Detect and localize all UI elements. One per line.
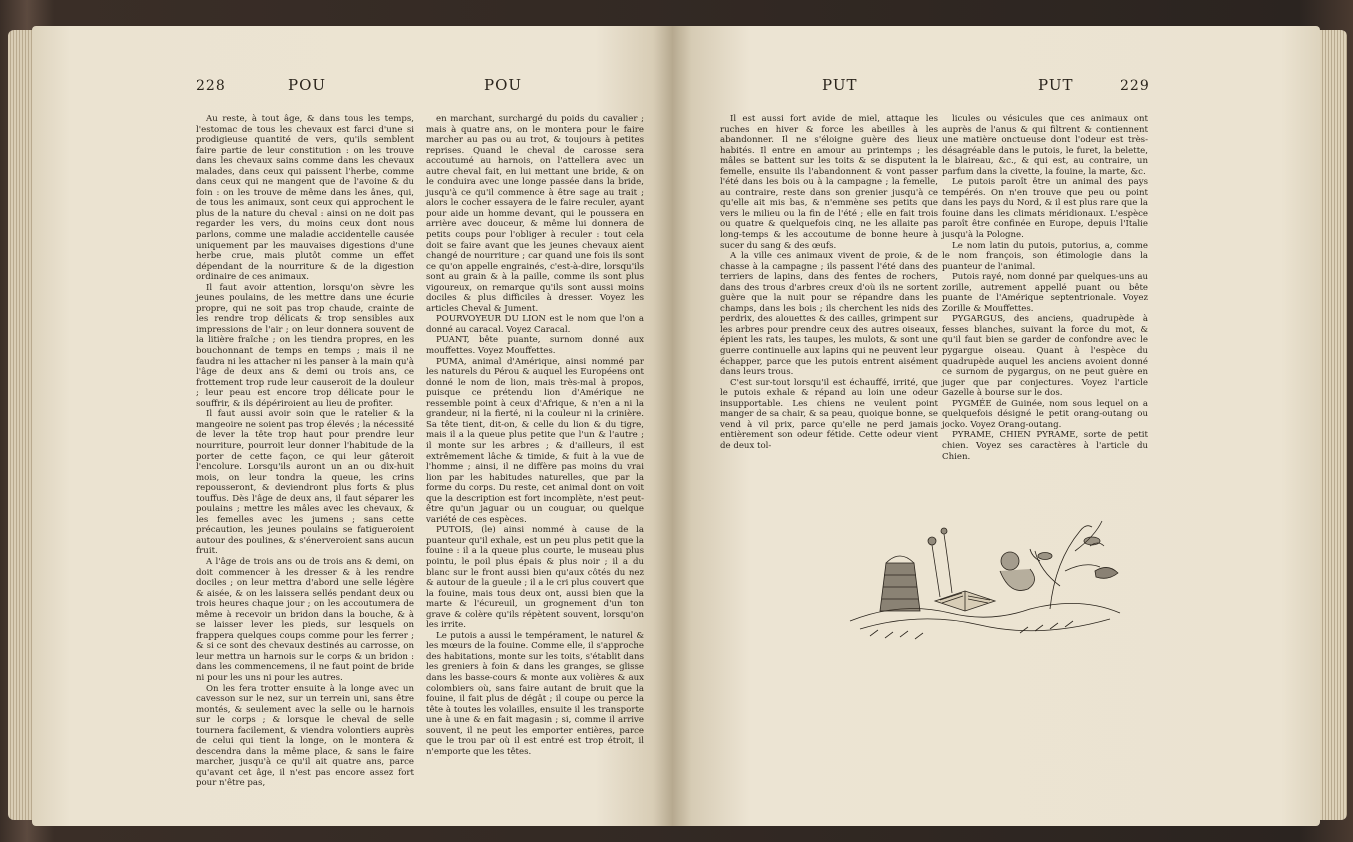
paragraph: A la ville ces animaux vivent de proie, & de chasse à la campagne ; ils passent l'été dans des terriers de lapins, dans des fentes de rochers, dans des trous d'arbres creux d'où ils ne sortent guère que la nuit pour se répandre dans les champs, dans les bois ; ils cherchent les nids des perdrix, des alouettes & des cailles, grimpent sur les arbres pour prendre ceux des autres oiseaux, épient les rats, les taupes, les mulots, & sont une guerre continuelle aux lapins qui ne peuvent leur échapper, parce que les putois entrent aisément dans leurs trous. [720, 251, 938, 378]
paragraph: licules ou vésicules que ces animaux ont auprès de l'anus & qui filtrent & contiennent une matière onctueuse dont l'odeur est très-désagréable dans le putois, le furet, la belette, le blaireau, &c., & qui est, au contraire, un parfum dans la civette, la fouine, la marte, &c. [942, 114, 1148, 177]
paragraph: PUANT, bête puante, surnom donné aux mouffettes. Voyez Mouffettes. [426, 335, 644, 357]
paragraph: Il est aussi fort avide de miel, attaque les ruches en hiver & force les abeilles à les abandonner. Il ne s'éloigne guère des lieux habités. Il entre en amour au printemps ; les mâles se battent sur les toits & se disputent la femelle, ensuite ils l'abandonnent & vont passer l'été dans les bois ou à la campagne ; la femelle, au contraire, reste dans son grenier jusqu'à ce qu'elle ait mis bas, & n'emmène ses petits que vers le milieu ou la fin de l'été ; elle en fait trois ou quatre & quelquefois cinq, ne les allaite pas long-temps & les accoutume de bonne heure à sucer du sang & des œufs. [720, 114, 938, 251]
paragraph: Il faut aussi avoir soin que le ratelier & la mangeoire ne soient pas trop élevés ; la nécessité de lever la tête trop haut pour prendre leur nourriture, pourroit leur donner l'habitude de la porter de cette façon, ce qui leur gâteroit l'encolure. Lorsqu'ils auront un an ou dix-huit mois, on leur tondra la queue, les crins repousseront, & deviendront plus forts & plus touffus. Dès l'âge de deux ans, il faut séparer les poulains ; mettre les mâles avec les chevaux, & les femelles avec les jumens ; sans cette précaution, les jeunes poulains se fatigueroient autour des poulines, & s'énerveroient sans aucun fruit. [196, 409, 414, 557]
text-column-right-1 [720, 114, 938, 452]
paragraph: PUMA, animal d'Amérique, ainsi nommé par les naturels du Pérou & auquel les Européens ont donné le nom de lion, mais très-mal à propos, puisque ce prétendu lion d'Amérique ne ressemble point à ceux d'Afrique, & n'en a ni la grandeur, ni la fierté, ni la couleur ni la crinière. Sa tête tient, dit-on, & celle du lion & du tigre, mais il a la queue plus petite que l'un & l'autre ; il monte sur les arbres ; & d'ailleurs, il est extrêmement lâche & timide, & fuit à la vue de l'homme ; ainsi, il ne diffère pas moins du vrai lion par les habitudes naturelles, que par la forme du corps. Du reste, cet animal dont on voit que la description est fort incomplète, n'est peut-être qu'un jaguar ou un couguar, ou quelque variété de ces espèces. [426, 356, 644, 525]
paragraph: POURVOYEUR DU LION est le nom que l'on a donné au caracal. Voyez Caracal. [426, 314, 644, 335]
text-column-left-1 [196, 114, 414, 789]
running-head: POU [288, 76, 327, 94]
paragraph: Il faut avoir attention, lorsqu'on sèvre les jeunes poulains, de les mettre dans une écurie propre, qui ne soit pas trop chaude, crainte de les rendre trop délicats & trop sensibles aux impressions de l'air ; on leur donnera souvent de la litière fraîche ; on les tiendra propres, en les bouchonnant de temps en temps ; mais il ne faudra ni les attacher ni les panser à la main qu'à l'âge de deux ans & demi ou trois ans, ce frottement trop rude leur causeroit de la douleur ; leur peau est encore trop délicate pour le souffrir, & ils dépériroient au lieu de profiter. [196, 282, 414, 409]
book-page-edges-left [8, 30, 34, 820]
running-head: POU [484, 76, 523, 94]
paragraph: Le nom latin du putois, putorius, a, comme le nom françois, son étimologie dans la puanteur de l'animal. [942, 240, 1148, 272]
paragraph: PYRAME, CHIEN PYRAME, sorte de petit chien. Voyez ses caractères à l'article du Chien. [942, 430, 1148, 462]
running-head: PUT [822, 76, 858, 94]
paragraph: PUTOIS, (le) ainsi nommé à cause de la puanteur qu'il exhale, est un peu plus petit que la fouine : il a la queue plus courte, le museau plus pointu, le poil plus épais & plus noir ; il a du blanc sur le front aussi bien qu'aux côtés du nez & autour de la gueule ; il a le cri plus couvert que la fouine, mais tous deux ont, aussi bien que la marte & l'écureuil, un grognement d'un ton grave & colère qu'ils répètent souvent, lorsqu'on les irrite. [426, 525, 644, 631]
paragraph: Putois rayé, nom donné par quelques-uns au zorille, autrement appellé puant ou bête puante de l'Amérique septentrionale. Voyez Zorille & Mouffettes. [942, 272, 1148, 314]
paragraph: PYGARGUS, des anciens, quadrupède à fesses blanches, suivant la force du mot, & qu'il faut bien se garder de confondre avec le pygargue oiseau. Quant à l'espèce du quadrupède auquel les anciens avoient donné ce surnom de pygargus, on ne peut guère en juger que par conjectures. Voyez l'article Gazelle à bourse sur le dos. [942, 314, 1148, 399]
paragraph: Le putois a aussi le tempérament, le naturel & les mœurs de la fouine. Comme elle, il s'approche des habitations, monte sur les toits, s'établit dans les greniers à foin & dans les granges, se glisse dans les basse-cours & monte aux volières & aux colombiers où, sans faire autant de bruit que la fouine, il fait plus de dégât ; il coupe ou perce la tête à toutes les volailles, ensuite il les transporte une à une & en fait magasin ; si, comme il arrive souvent, il ne peut les emporter entières, parce que le trou par où il est entré est trop étroit, il n'emporte que les têtes. [426, 630, 644, 757]
engraved-vignette-ornament-icon [840, 501, 1130, 651]
running-head: PUT [1038, 76, 1074, 94]
book-page-edges-right [1319, 30, 1347, 820]
text-column-left-2 [426, 114, 644, 757]
left-page [32, 26, 672, 826]
paragraph: On les fera trotter ensuite à la longe avec un cavesson sur le nez, sur un terrein uni, sans être montés, & seulement avec la selle ou le harnois sur le corps ; & lorsque le cheval de selle tournera facilement, & viendra volontiers auprès de celui qui tient la longe, on le montera & descendra dans la même place, & sans le faire marcher, jusqu'à ce qu'il ait quatre ans, parce qu'avant cet âge, il n'est pas encore assez fort pour n'être pas, [196, 683, 414, 789]
paragraph: C'est sur-tout lorsqu'il est échauffé, irrité, que le putois exhale & répand au loin une odeur insupportable. Les chiens ne veulent point manger de sa chair, & sa peau, quoique bonne, se vend à vil prix, parce qu'elle ne perd jamais entièrement son odeur fétide. Cette odeur vient de deux tol- [720, 377, 938, 451]
right-page [672, 26, 1320, 826]
paragraph: PYGMÉE de Guinée, nom sous lequel on a quelquefois désigné le petit orang-outang ou jocko. Voyez Orang-outang. [942, 398, 1148, 430]
text-column-right-2 [942, 114, 1148, 462]
paragraph: Au reste, à tout âge, & dans tous les temps, l'estomac de tous les chevaux est farci d'une si prodigieuse quantité de vers, qu'ils semblent faire partie de leur constitution : on les trouve dans les chevaux sains comme dans les chevaux malades, dans ceux qui paissent l'herbe, comme dans ceux qui ne mangent que de l'avoine & du foin : on les trouve de même dans les ânes, qui, de tous les animaux, sont ceux qui approchent le plus de la nature du cheval : ainsi on ne doit pas regarder les vers, du moins ceux dont nous parlons, comme une maladie accidentelle causée uniquement par les mauvaises digestions d'une herbe crue, mais plutôt comme un effet dépendant de la nourriture & de la digestion ordinaire de ces animaux. [196, 114, 414, 283]
paragraph: A l'âge de trois ans ou de trois ans & demi, on doit commencer à les dresser & à les rendre dociles ; on leur mettra d'abord une selle légère & aisée, & on les laissera sellés pendant deux ou trois heures chaque jour ; on les accoutumera de même à recevoir un bridon dans la bouche, & à se laisser lever les pieds, sur lesquels on frappera quelques coups comme pour les ferrer ; & si ce sont des chevaux destinés au carrosse, on leur mettra un harnois sur le corps & un bridon : dans les commencemens, il ne faut point de bride ni pour les uns ni pour les autres. [196, 556, 414, 683]
paragraph: en marchant, surchargé du poids du cavalier ; mais à quatre ans, on le montera pour le faire marcher au pas ou au trot, & toujours à petites reprises. Quand le cheval de carosse sera accoutumé au harnois, on l'attellera avec un autre cheval fait, en lui mettant une bride, & on le conduira avec une longe passée dans la bride, jusqu'à ce qu'il commence à être sage au trait ; alors le cocher essayera de le faire reculer, ayant pour aide un homme devant, qui le poussera en arrière avec douceur, & même lui donnera de petits coups pour l'obliger à reculer : tout cela doit se faire avant que les jeunes chevaux aient changé de nourriture ; car quand une fois ils sont ce qu'on appelle engrainés, c'est-à-dire, lorsqu'ils sont au grain & à la paille, comme ils sont plus vigoureux, on remarque qu'ils sont aussi moins dociles & plus difficiles à dresser. Voyez les articles Cheval & Jument. [426, 114, 644, 314]
page-number-left: 228 [196, 78, 226, 94]
paragraph: Le putois paroît être un animal des pays tempérés. On n'en trouve que peu ou point dans les pays du Nord, & il est plus rare que la fouine dans les climats méridionaux. L'espèce paroît être confinée en Europe, depuis l'Italie jusqu'à la Pologne. [942, 177, 1148, 241]
page-number-right: 229 [1120, 78, 1150, 94]
